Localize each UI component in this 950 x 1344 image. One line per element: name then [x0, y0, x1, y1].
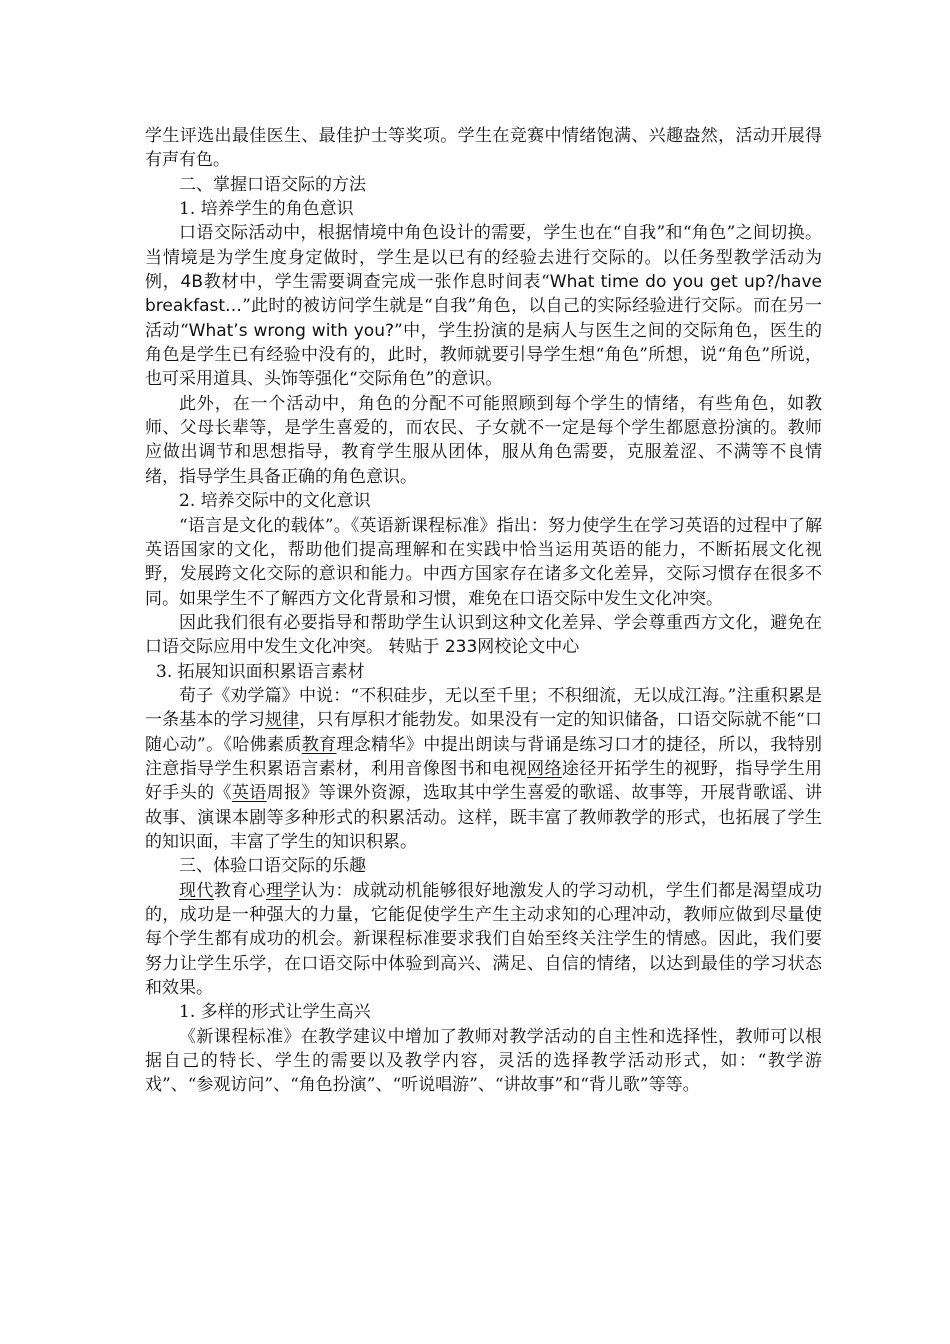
section-heading	[145, 660, 822, 684]
text-run: 学生评选出最佳医生、最佳护士等奖项。学生在竞赛中情绪饱满、兴趣盎然，活动开展得有声有色。	[145, 126, 822, 171]
text-run: ”此时的被访问学生就是“自我”角色，以自己的实际经验进行交际。而在另一活动“	[145, 296, 822, 341]
section-heading	[145, 173, 822, 197]
text-run: 认为：成就动机能够很好地激发人的学习动机，学生们都是渴望成功的，成功是一种强大的力量，它能促使学生产生主动求知的心理冲动，教师应做到尽量使每个学生都有成功的机会。新课程标准要求我们自始至终关注学生的情感。因此，我们要努力让学生乐学，在口语交际中体验到高兴、满足、自信的情绪，以达到最佳的学习状态和效果。	[145, 880, 823, 999]
text-run: 网校论文中心	[477, 637, 580, 658]
text-run: 周报》等课外资源，选取其中学生喜爱的歌谣、故事等，开展背歌谣、讲故事、演课本剧等多种形式的积累活动。这样，既丰富了教师教学的形式，也拓展了学生的知识面，丰富了学生的知识积累。	[145, 783, 823, 852]
body-paragraph	[145, 514, 822, 611]
body-paragraph	[145, 1025, 822, 1098]
text-run: 途径开拓学生的视野，指导学生用好手头的《	[145, 758, 823, 804]
english-text: 4B	[180, 272, 203, 293]
underlined-term: 现代	[179, 880, 214, 901]
text-run: 口语交际活动中，根据情境中角色设计的需要，学生也在“自我”和“角色”之间切换。当情境是为学生度身定做时，学生是以已有的经验去进行交际的。以任务型教学活动为例，	[145, 223, 822, 293]
section-heading	[145, 1000, 822, 1024]
english-text: 233	[444, 637, 478, 658]
text-run: 此外，在一个活动中，角色的分配不可能照顾到每个学生的情绪，有些角色，如教师、父母长辈等，是学生喜爱的，而农民、子女就不一定是每个学生都愿意扮演的。教师应做出调节和思想指导，教育学生服从团体，服从角色需要，克服羞涩、不满等不良情绪，指导学生具备正确的角色意识。	[145, 393, 822, 487]
text-run: ，只有厚积才能勃发。如果没有一定的知识储备，口语交际就不能“口随心动”。《哈佛素质	[145, 710, 822, 755]
english-text: What time do you get up?/have breakfast…	[145, 272, 822, 317]
text-run: 教育心	[213, 880, 266, 901]
text-run: 3. 拓展知识面积累语言素材	[156, 661, 365, 682]
english-text: What’s wrong with you?	[188, 320, 395, 341]
text-run: “语言是文化的载体”。《英语新课程标准》指出：努力使学生在学习英语的过程中了解英语国家的文化，帮助他们提高理解和在实践中恰当运用英语的能力，不断拓展文化视野，发展跨文化交际的意识和能力。中西方国家存在诸多文化差异，交际习惯存在很多不同。如果学生不了解西方文化背景和习惯，难免在口语交际中发生文化冲突。	[145, 515, 822, 609]
body-paragraph	[145, 611, 822, 660]
text-run: ”中，学生扮演的是病人与医生之间的交际角色，医生的角色是学生已有经验中没有的，此时，教师就要引导学生想“角色”所想，说“角色”所说，也可采用道具、头饰等强化“交际角色”的意识。	[145, 320, 822, 390]
body-paragraph	[145, 879, 822, 1001]
section-heading	[145, 489, 822, 513]
body-paragraph	[145, 392, 822, 489]
body-paragraph	[145, 221, 822, 391]
underlined-term: 网络	[527, 758, 562, 779]
body-paragraph	[145, 684, 822, 854]
underlined-term: 理学	[265, 880, 301, 901]
section-heading	[145, 854, 822, 878]
text-run: 1. 多样的形式让学生高兴	[179, 1002, 371, 1023]
section-heading	[145, 197, 822, 221]
underlined-term: 规律	[264, 710, 300, 731]
underlined-term: 教育	[301, 734, 337, 755]
underlined-term: 英语	[231, 783, 267, 804]
text-run: 荀子《劝学篇》中说：“不积硅步，无以至千里；不积细流，无以成江海。”注重积累是一条基本的学习	[145, 685, 822, 731]
text-run: 1. 培养学生的角色意识	[179, 199, 354, 220]
text-run: 因此我们很有必要指导和帮助学生认识到这种文化差异、学会尊重西方文化，避免在口语交际应用中发生文化冲突。 转贴于	[145, 612, 822, 658]
text-run: 2. 培养交际中的文化意识	[179, 491, 371, 512]
text-run: 教材中，学生需要调查完成一张作息时间表“	[203, 272, 550, 293]
text-run: 《新课程标准》在教学建议中增加了教师对教学活动的自主性和选择性，教师可以根据自己的特长、学生的需要以及教学内容，灵活的选择教学活动形式，如：“教学游戏”、“参观访问”、“角色扮演”、“听说唱游”、“讲故事”和“背儿歌”等等。	[145, 1026, 822, 1096]
text-run: 理念精华》中提出朗读与背诵是练习口才的捷径，所以，我特别注意指导学生积累语言素材，利用音像图书和电视	[145, 734, 823, 779]
body-paragraph	[145, 124, 822, 173]
text-run: 二、掌握口语交际的方法	[179, 174, 366, 195]
text-run: 三、体验口语交际的乐趣	[179, 856, 366, 877]
